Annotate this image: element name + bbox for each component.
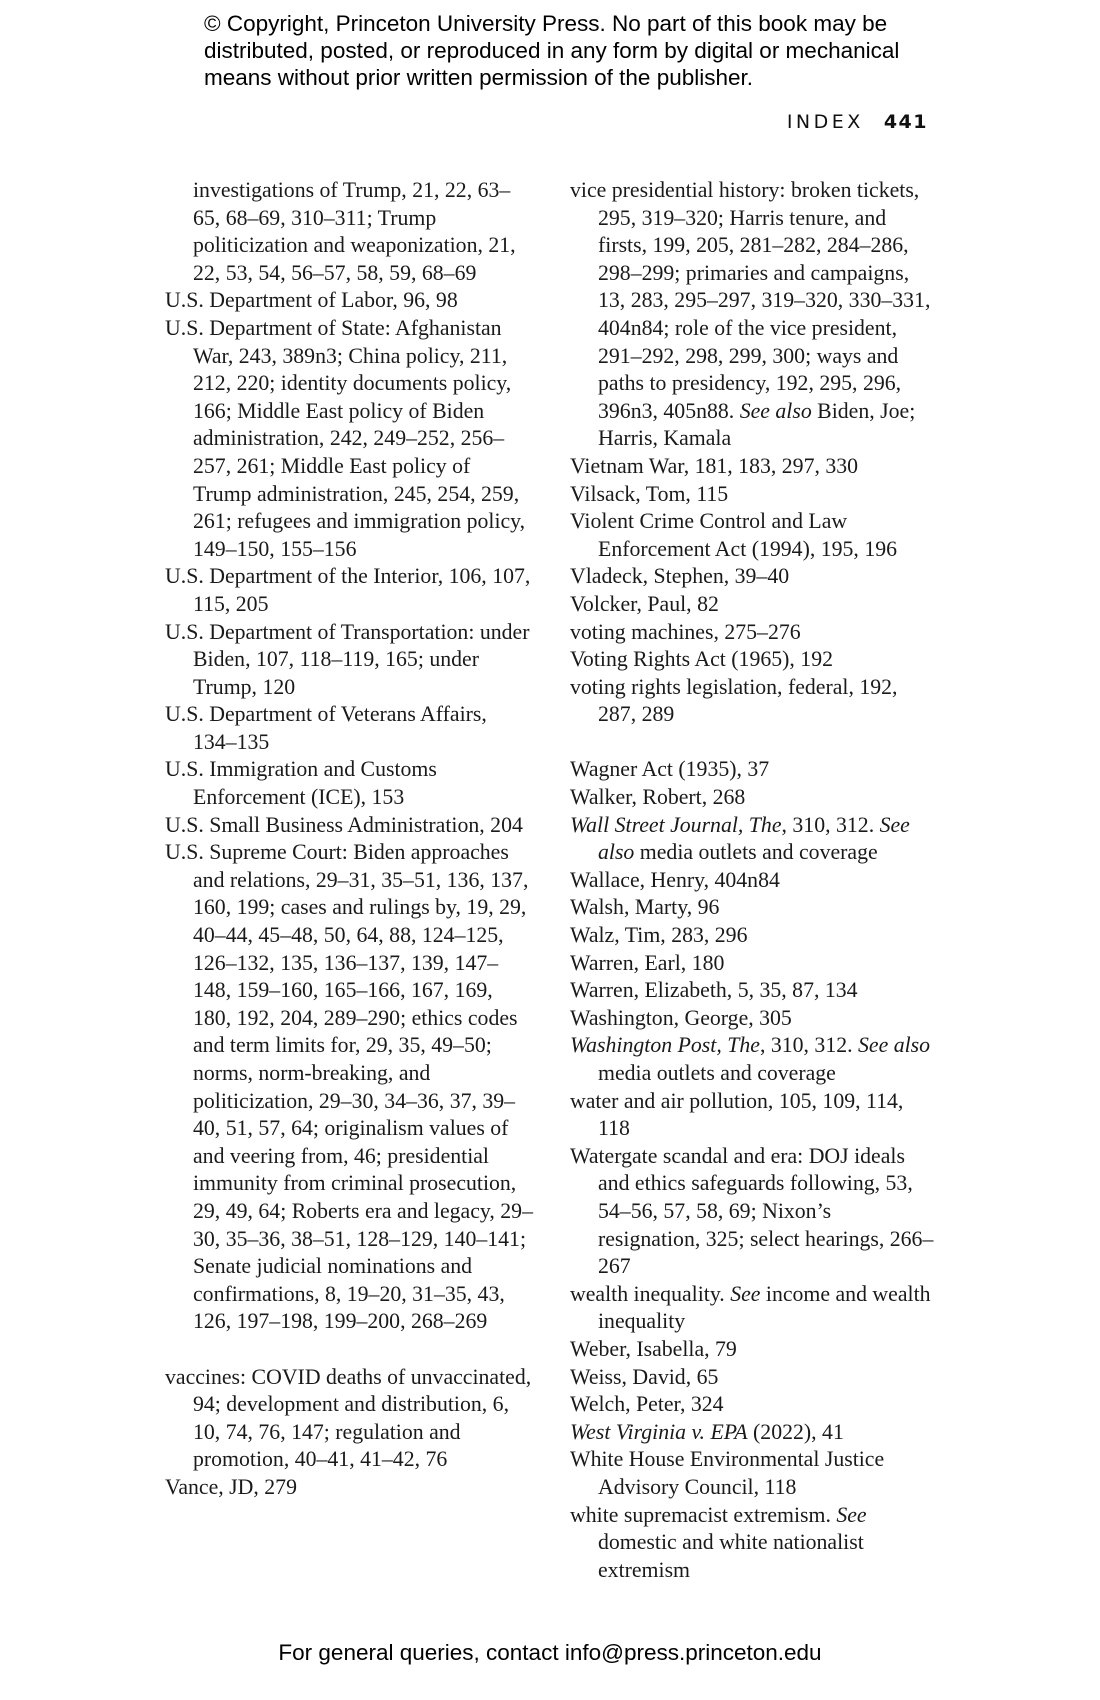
- index-entry: White House Environmental Justice Advisory Council, 118: [570, 1447, 885, 1499]
- running-head: [787, 111, 928, 133]
- index-entry: [570, 1419, 936, 1447]
- cross-reference-label: See: [836, 1502, 867, 1527]
- index-entry: water and air pollution, 105, 109, 114, 118: [570, 1088, 904, 1141]
- index-entry: U.S. Department of Labor, 96, 98: [165, 288, 458, 313]
- index-entry: Weber, Isabella, 79: [570, 1336, 737, 1361]
- index-entry: Walz, Tim, 283, 296: [570, 923, 748, 948]
- entry-text: media outlets and coverage: [634, 840, 878, 865]
- index-entry: Walker, Robert, 268: [570, 785, 746, 810]
- index-entry: U.S. Department of State: Afghanistan War, 243, 389n3; China policy, 211, 212, 220; identity documents policy, 166; Middle East policy of Biden administration, 242, 249–252, 256–257, 261; Middle East policy of Trump administration, 245, 254, 259, 261; refugees and immigration policy, 149–150, 155–156: [165, 315, 526, 561]
- index-entry: Welch, Peter, 324: [570, 1392, 724, 1417]
- cross-reference-label: See: [730, 1281, 761, 1306]
- index-column-right: [570, 177, 936, 1584]
- index-entry: [570, 812, 936, 867]
- entry-text: , 310, 312.: [759, 1033, 859, 1058]
- cross-reference-label: See also: [598, 812, 910, 865]
- index-entry: Warren, Earl, 180: [570, 950, 725, 975]
- index-entry: U.S. Supreme Court: Biden approaches and relations, 29–31, 35–51, 136, 137, 160, 199; cases and rulings by, 19, 29, 40–44, 45–48, 50, 64, 88, 124–125, 126–132, 135, 136–137, 139, 147–148, 159–160, 165–166, 167, 169, 180, 192, 204, 289–290; ethics codes and term limits for, 29, 35, 49–50; norms, norm-breaking, and politicization, 29–30, 34–36, 37, 39–40, 51, 57, 64; originalism values of and veering from, 46; presidential immunity from criminal prosecution, 29, 49, 64; Roberts era and legacy, 29–30, 35–36, 38–51, 128–129, 140–141; Senate judicial nominations and confirmations, 8, 19–20, 31–35, 43, 126, 197–198, 199–200, 268–269: [165, 840, 533, 1334]
- index-column-left: [165, 177, 533, 1502]
- footer-contact: For general queries, contact info@press.princeton.edu: [278, 1640, 822, 1665]
- title-text: West Virginia v. EPA: [570, 1419, 748, 1444]
- index-entry: Watergate scandal and era: DOJ ideals and ethics safeguards following, 53, 54–56, 57, 58, 69; Nixon’s resignation, 325; select hearings, 266–267: [570, 1143, 934, 1279]
- section-title: INDEX: [786, 111, 864, 133]
- entry-text: white supremacist extremism.: [570, 1502, 837, 1527]
- index-entry: U.S. Department of the Interior, 106, 107, 115, 205: [165, 564, 531, 616]
- index-entry: voting machines, 275–276: [570, 619, 801, 644]
- entry-text: , 310, 312.: [781, 812, 880, 837]
- index-entry: Violent Crime Control and Law Enforcement Act (1994), 195, 196: [570, 509, 898, 561]
- page-number: 441: [883, 111, 928, 133]
- index-entry: Walsh, Marty, 96: [570, 895, 720, 920]
- title-text: Washington Post, The: [570, 1033, 760, 1058]
- letter-group-gap: [570, 729, 936, 757]
- entry-text: domestic and white nationalist extremism: [598, 1530, 864, 1582]
- entry-text: Biden, Joe; Harris, Kamala: [598, 398, 916, 451]
- index-entry: [570, 1502, 936, 1585]
- index-entry: vaccines: COVID deaths of unvaccinated, 94; development and distribution, 6, 10, 74, 76, 147; regulation and promotion, 40–41, 41–42, 76: [165, 1364, 532, 1472]
- index-entry: U.S. Department of Veterans Affairs, 134–135: [165, 702, 487, 754]
- index-entry: Vilsack, Tom, 115: [570, 481, 729, 506]
- index-entry: investigations of Trump, 21, 22, 63–65, 68–69, 310–311; Trump politicization and weaponization, 21, 22, 53, 54, 56–57, 58, 59, 68–69: [193, 178, 516, 285]
- index-entry: Voting Rights Act (1965), 192: [570, 647, 833, 672]
- index-entry: Vladeck, Stephen, 39–40: [570, 564, 790, 589]
- cross-reference-label: See also: [858, 1033, 931, 1058]
- index-entry: Vance, JD, 279: [165, 1474, 297, 1499]
- index-entry: [570, 177, 936, 453]
- cross-reference-label: See also: [739, 398, 812, 423]
- title-text: Wall Street Journal, The: [570, 812, 782, 837]
- index-entry: Wallace, Henry, 404n84: [570, 867, 780, 892]
- index-entry: U.S. Small Business Administration, 204: [165, 812, 523, 837]
- entry-text: (2022), 41: [747, 1419, 844, 1444]
- index-entry: [570, 1032, 936, 1087]
- copyright-notice: © Copyright, Princeton University Press. No part of this book may be distributed, posted, or reproduced in any form by digital or mechanical means without prior written permission of the publisher.: [204, 11, 900, 90]
- index-entry: Weiss, David, 65: [570, 1364, 719, 1389]
- index-entry: voting rights legislation, federal, 192, 287, 289: [570, 674, 898, 727]
- index-entry: Vietnam War, 181, 183, 297, 330: [570, 453, 859, 478]
- entry-text: media outlets and coverage: [598, 1061, 836, 1085]
- index-entry: Volcker, Paul, 82: [570, 591, 719, 616]
- index-entry: Washington, George, 305: [570, 1005, 792, 1030]
- index-entry: U.S. Department of Transportation: under Biden, 107, 118–119, 165; under Trump, 120: [165, 619, 530, 699]
- index-entry: Wagner Act (1935), 37: [570, 757, 770, 782]
- entry-text: wealth inequality.: [570, 1281, 731, 1306]
- letter-group-gap: [165, 1336, 533, 1364]
- entry-text: vice presidential history: broken tickets, 295, 319–320; Harris tenure, and firsts, 199, 205, 281–282, 284–286, 298–299; primaries and campaigns, 13, 283, 295–297, 319–320, 330–331, 404n84; role of the vice president, 291–292, 298, 299, 300; ways and paths to presidency, 192, 295, 296, 396n3, 405n88.: [570, 178, 931, 423]
- index-entry: [570, 1281, 936, 1336]
- index-entry: Warren, Elizabeth, 5, 35, 87, 134: [570, 978, 858, 1003]
- index-entry: U.S. Immigration and Customs Enforcement (ICE), 153: [165, 757, 437, 810]
- entry-text: income and wealth inequality: [598, 1281, 931, 1334]
